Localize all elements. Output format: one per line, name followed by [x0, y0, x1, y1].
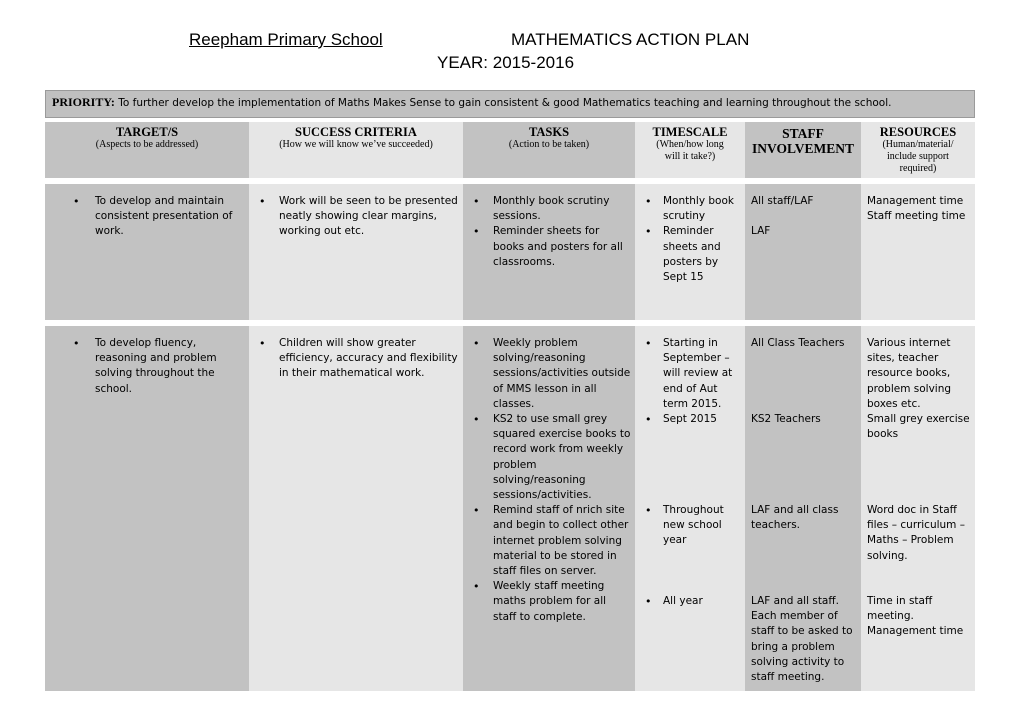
- list-item: • Starting in September – will review at end of Aut term 2015.: [635, 336, 745, 412]
- cell-text: Staff meeting time: [867, 210, 966, 223]
- target-cell: [45, 184, 249, 320]
- list-item: • Monthly book scrutiny: [635, 194, 745, 224]
- column-subtitle: (Human/material/ include support required): [882, 139, 954, 174]
- list-item: • Remind staff of nrich site and begin to collect other internet problem solving material to be stored in staff files on server.: [463, 503, 635, 579]
- column-header-tasks: [463, 122, 635, 178]
- list-item: • To develop and maintain consistent presentation of work.: [45, 194, 249, 240]
- column-title: TIMESCALE: [652, 125, 728, 139]
- plan-title: MATHEMATICS ACTION PLAN: [511, 30, 750, 49]
- cell-text: KS2 Teachers: [751, 413, 821, 425]
- list-item: • Reminder sheets and posters by Sept 15: [635, 224, 745, 285]
- success-cell: [249, 326, 463, 691]
- list-item: • Work will be seen to be presented neatly showing clear margins, working out etc.: [249, 194, 463, 240]
- timescale-cell: [635, 184, 745, 320]
- cell-text: Various internet sites, teacher resource books, problem solving boxes etc.: [867, 337, 952, 410]
- list-item: • Reminder sheets for books and posters for all classrooms.: [463, 224, 635, 270]
- tasks-cell: [463, 326, 635, 691]
- column-subtitle: (How we will know we’ve succeeded): [279, 139, 433, 150]
- list-item: • Sept 2015: [635, 412, 745, 503]
- list-item: • Weekly staff meeting maths problem for all staff to complete.: [463, 579, 635, 625]
- column-title: TARGET/S: [115, 125, 179, 139]
- cell-text: All Class Teachers: [751, 337, 845, 349]
- staff-cell: [745, 184, 861, 320]
- school-name: Reepham Primary School: [189, 30, 383, 49]
- tasks-cell: [463, 184, 635, 320]
- column-header-staff: [745, 122, 861, 178]
- priority-label: PRIORITY:: [52, 95, 115, 109]
- list-item: • All year: [635, 594, 745, 609]
- cell-text: LAF and all staff. Each member of staff to be asked to bring a problem solving activity to staff meeting.: [751, 595, 853, 684]
- timescale-cell: [635, 326, 745, 691]
- resources-cell: [861, 184, 975, 320]
- staff-cell: [745, 326, 861, 691]
- success-cell: [249, 184, 463, 320]
- column-header-success: [249, 122, 463, 178]
- column-header-resources: [861, 122, 975, 178]
- column-header-timescale: [635, 122, 745, 178]
- action-plan-table: [45, 90, 975, 691]
- column-title: SUCCESS CRITERIA: [295, 125, 417, 139]
- target-cell: [45, 326, 249, 691]
- list-item: • Throughout new school year: [635, 503, 745, 594]
- priority-bar: [45, 90, 975, 118]
- cell-text: Small grey exercise books: [867, 413, 970, 441]
- list-item: • To develop fluency, reasoning and problem solving throughout the school.: [45, 336, 249, 397]
- cell-text: Time in staff meeting. Management time: [867, 595, 964, 638]
- column-subtitle: (When/how long will it take?): [656, 139, 724, 162]
- plan-year: YEAR: 2015-2016: [437, 53, 575, 72]
- list-item: • Children will show greater efficiency, accuracy and flexibility in their mathematical work.: [249, 336, 463, 382]
- cell-text: LAF and all class teachers.: [751, 504, 839, 532]
- priority-text: To further develop the implementation of Maths Makes Sense to gain consistent & good Mathematics teaching and learning throughout the school.: [118, 97, 892, 109]
- column-subtitle: (Action to be taken): [508, 139, 590, 150]
- column-title: STAFF INVOLVEMENT: [751, 126, 854, 156]
- cell-text: Word doc in Staff files – curriculum – Maths – Problem solving.: [867, 504, 965, 562]
- cell-text: Management time: [867, 195, 964, 207]
- column-header-target: [45, 122, 249, 178]
- column-subtitle: (Aspects to be addressed): [95, 139, 199, 150]
- list-item: • Weekly problem solving/reasoning sessions/activities outside of MMS lesson in all classes.: [463, 336, 635, 412]
- cell-text: All staff/LAF: [751, 195, 814, 207]
- list-item: • KS2 to use small grey squared exercise books to record work from weekly problem solving/reasoning sessions/activities.: [463, 412, 635, 503]
- list-item: • Monthly book scrutiny sessions.: [463, 194, 635, 224]
- column-title: TASKS: [528, 125, 570, 139]
- resources-cell: [861, 326, 975, 691]
- column-title: RESOURCES: [879, 125, 957, 139]
- cell-text: LAF: [751, 225, 771, 238]
